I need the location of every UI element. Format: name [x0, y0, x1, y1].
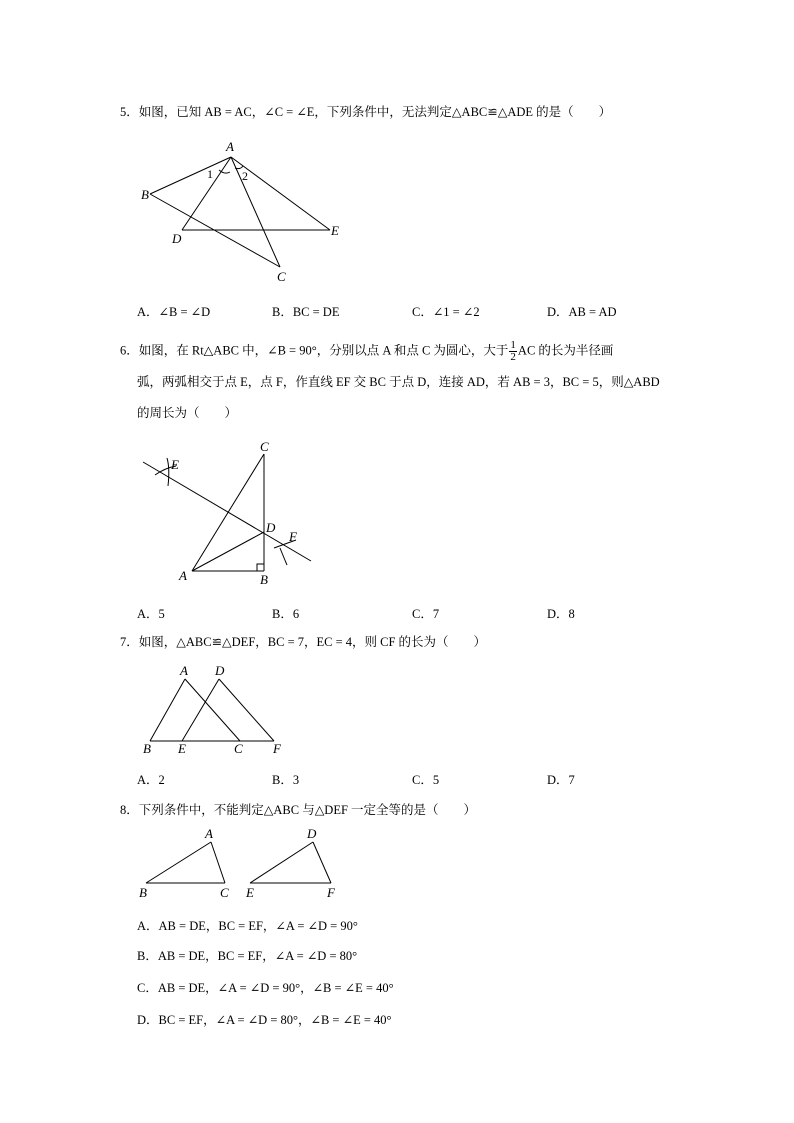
q8-stem: 8．下列条件中，不能判定△ABC 与△DEF 一定全等的是（ ） [120, 803, 477, 817]
q6-frac-num: 1 [510, 339, 516, 351]
q5-angle-1: 1 [207, 167, 213, 181]
q5-label-e: E [331, 223, 339, 238]
q8-option-a: A．AB = DE，BC = EF，∠A = ∠D = 90° [137, 919, 358, 933]
q6-stem-line3: 的周长为（ ） [137, 406, 238, 420]
q6-option-a: A．5 [137, 607, 165, 621]
q5-option-a: A．∠B = ∠D [137, 305, 211, 319]
q7-label-c: C [234, 741, 243, 756]
q6-stem-part1: 6．如图，在 Rt△ABC 中，∠B = 90°，分别以点 A 和点 C 为圆心，大于 [120, 343, 509, 358]
q5-stem: 5．如图，已知 AB = AC，∠C = ∠E，下列条件中，无法判定△ABC≌△ADE 的是（ ） [120, 105, 612, 119]
q7-label-d: D [215, 663, 225, 678]
q6-frac-den: 2 [510, 351, 516, 363]
q6-option-c: C．7 [412, 607, 440, 621]
q7-label-f: F [273, 741, 281, 756]
q6-label-b: B [260, 572, 268, 587]
q5-label-d: D [172, 231, 182, 246]
q8-option-b: B．AB = DE，BC = EF，∠A = ∠D = 80° [137, 949, 358, 963]
q7-label-a: A [180, 663, 188, 678]
q8-option-c: C．AB = DE，∠A = ∠D = 90°，∠B = ∠E = 40° [137, 981, 394, 995]
q5-angle-2: 2 [242, 169, 248, 183]
q6-option-d: D．8 [547, 607, 575, 621]
q7-stem: 7．如图，△ABC≌△DEF，BC = 7，EC = 4，则 CF 的长为（ ） [120, 635, 487, 649]
q5-label-b: B [141, 187, 149, 202]
q8-option-d: D．BC = EF，∠A = ∠D = 80°，∠B = ∠E = 40° [137, 1013, 392, 1027]
q6-label-f: F [289, 529, 297, 544]
q6-label-e: E [171, 457, 179, 472]
q8-label-d: D [307, 826, 317, 841]
q5-option-d: D．AB = AD [547, 305, 617, 319]
q7-option-c: C．5 [412, 773, 440, 787]
q7-label-e: E [178, 741, 186, 756]
q8-label-a: A [205, 826, 213, 841]
q5-option-b: B．BC = DE [272, 305, 340, 319]
q7-option-b: B．3 [272, 773, 300, 787]
q8-label-b: B [139, 885, 147, 900]
q8-label-c: C [220, 885, 229, 900]
q6-label-a: A [179, 568, 187, 583]
q6-option-b: B．6 [272, 607, 300, 621]
q8-label-e: E [246, 885, 254, 900]
q8-label-f: F [327, 885, 335, 900]
q5-label-a: A [226, 139, 234, 154]
q7-label-b: B [143, 741, 151, 756]
q6-stem-line2: 弧，两弧相交于点 E，点 F，作直线 EF 交 BC 于点 D，连接 AD，若 AB = 3，BC = 5，则△ABD [137, 375, 660, 389]
q5-option-c: C．∠1 = ∠2 [412, 305, 480, 319]
q6-label-d: D [266, 520, 276, 535]
q6-stem-part2: AC 的长为半径画 [517, 343, 614, 358]
q7-option-a: A．2 [137, 773, 165, 787]
q6-label-c: C [260, 439, 269, 454]
q7-option-d: D．7 [547, 773, 575, 787]
q5-label-c: C [277, 269, 286, 284]
